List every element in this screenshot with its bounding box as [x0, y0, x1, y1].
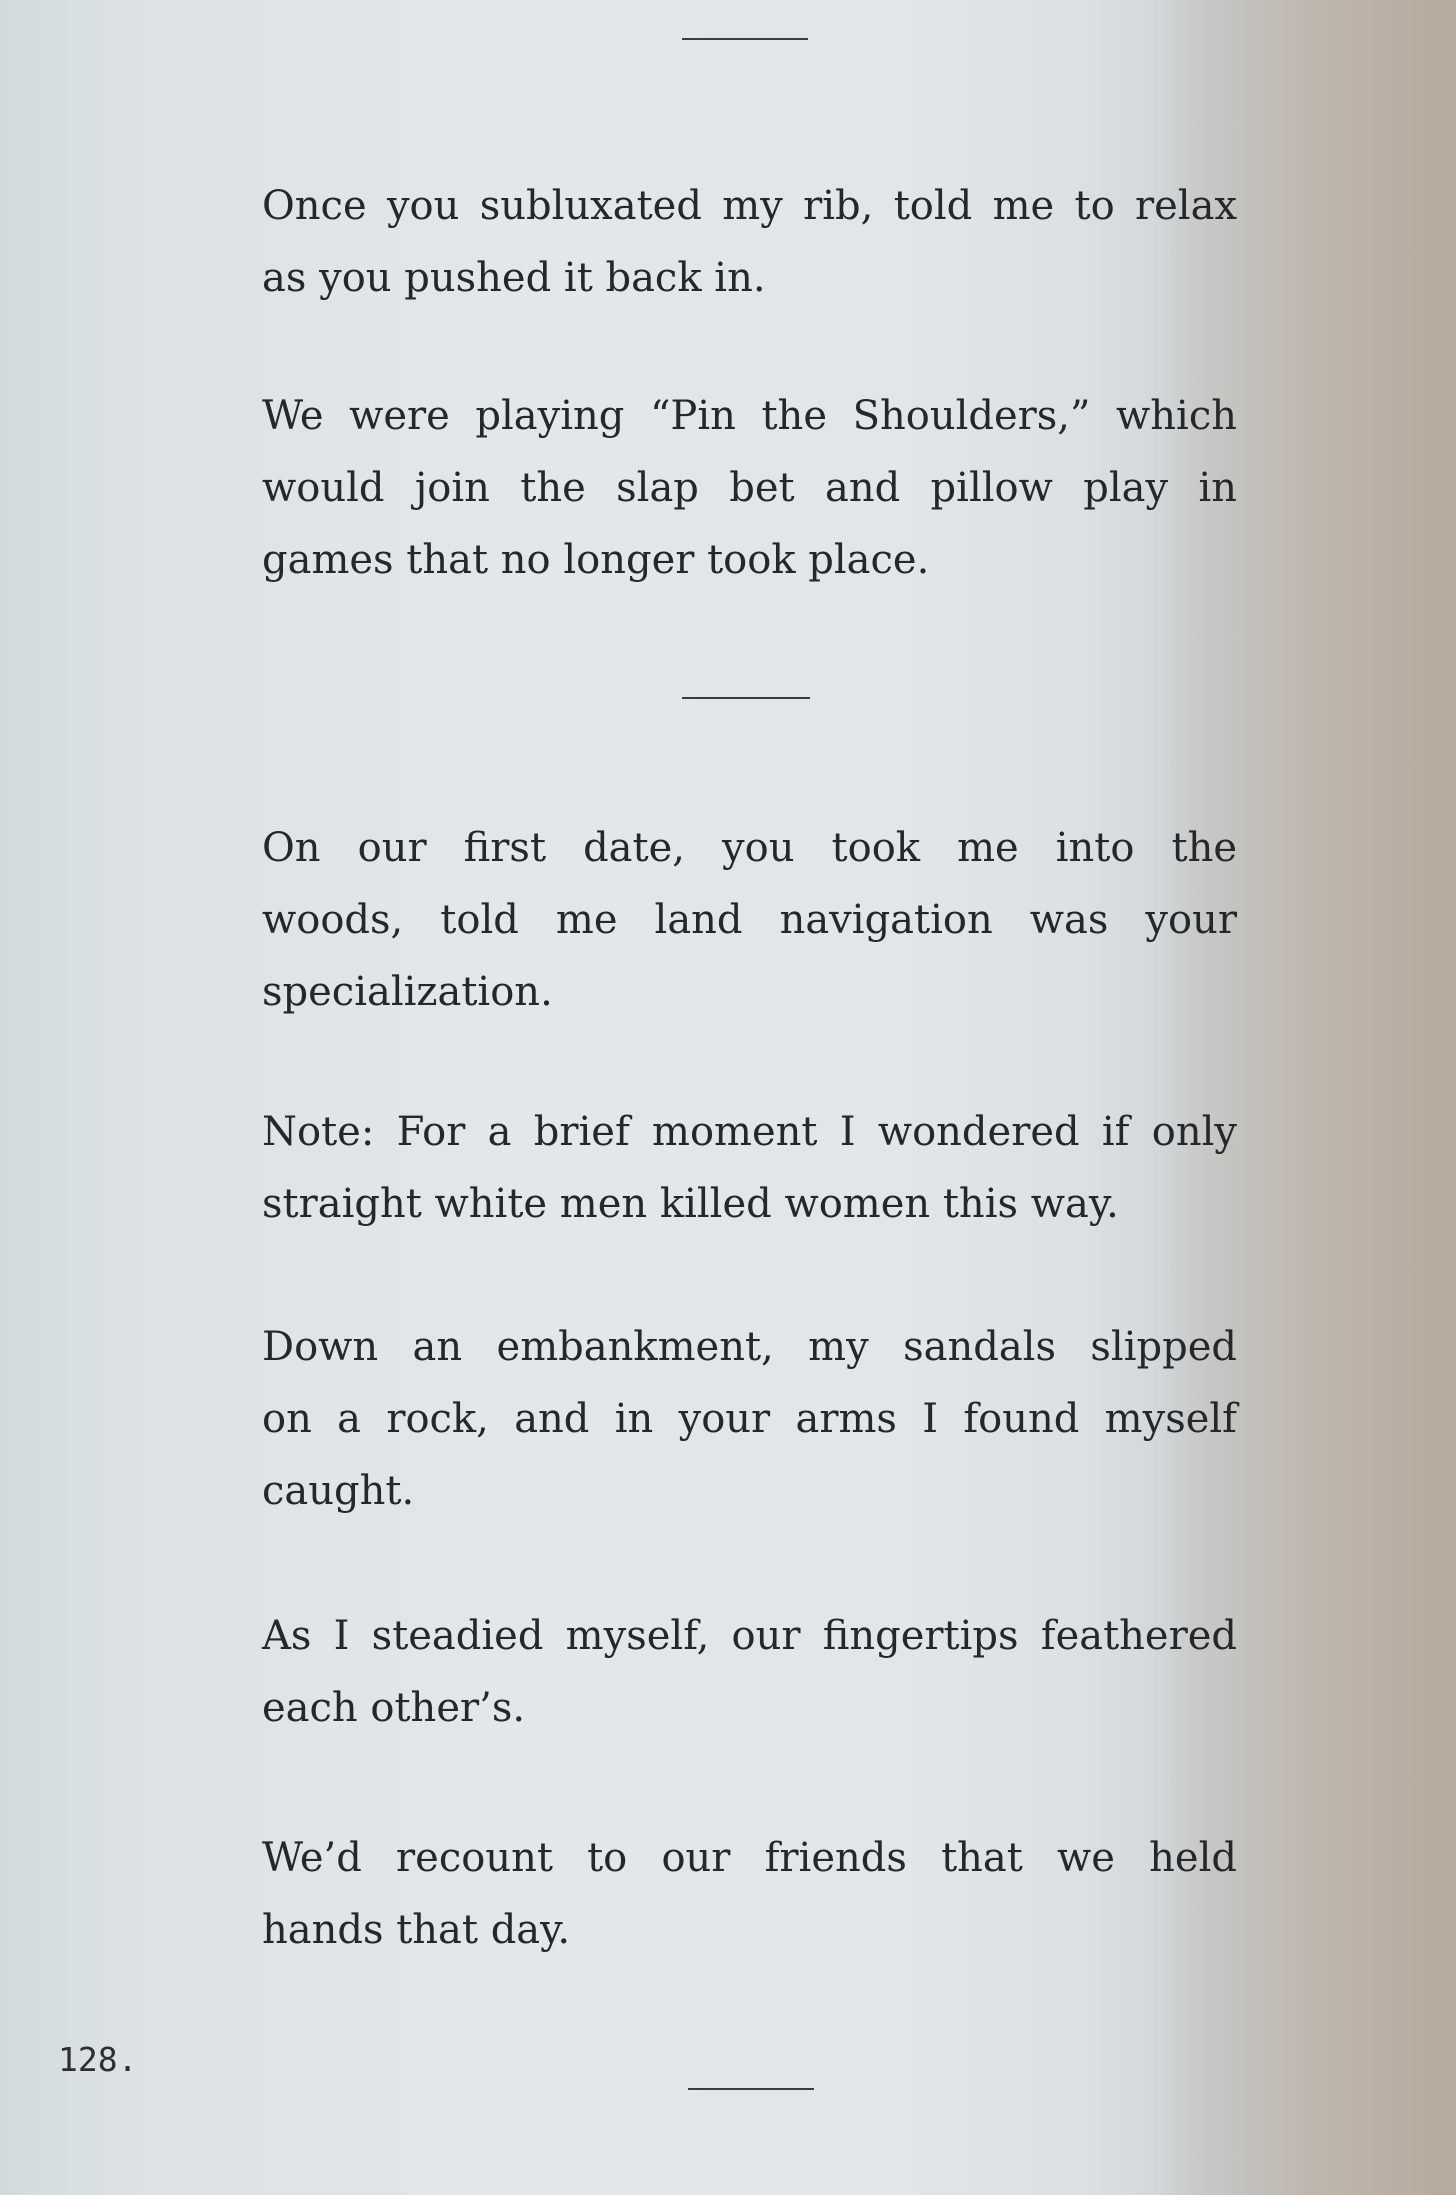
- paragraph-embankment: [262, 1311, 1237, 1527]
- section-divider-top: [682, 38, 808, 40]
- paragraph-line: We’d recount to our friends that we held: [262, 1835, 1237, 1881]
- section-divider-bottom: [688, 2088, 814, 2090]
- paragraph-note: [262, 1096, 1237, 1240]
- paragraph-line: Once you subluxated my rib, told me to relax: [262, 183, 1237, 229]
- page-number: 128.: [58, 2040, 138, 2079]
- paragraph-line: on a rock, and in your arms I found myself: [262, 1396, 1237, 1442]
- paragraph-line: On our first date, you took me into the: [262, 825, 1237, 871]
- paragraph-first-date: [262, 812, 1237, 1028]
- section-divider-middle: [682, 697, 810, 699]
- paragraph-line: woods, told me land navigation was your: [262, 897, 1237, 943]
- paragraph-line: Down an embankment, my sandals slipped: [262, 1324, 1237, 1370]
- paragraph-held-hands: [262, 1822, 1237, 1966]
- paragraph-line: As I steadied myself, our fingertips feathered: [262, 1613, 1237, 1659]
- paragraph-line: caught.: [262, 1468, 415, 1514]
- paragraph-line: specialization.: [262, 969, 553, 1015]
- paragraph-rib: [262, 170, 1237, 314]
- paragraph-fingertips: [262, 1600, 1237, 1744]
- paragraph-line: Note: For a brief moment I wondered if only: [262, 1109, 1237, 1155]
- paragraph-line: each other’s.: [262, 1685, 526, 1731]
- paragraph-line: would join the slap bet and pillow play in: [262, 465, 1237, 511]
- paragraph-line: We were playing “Pin the Shoulders,” which: [262, 393, 1237, 439]
- paragraph-pin-the-shoulders: [262, 380, 1237, 596]
- paragraph-line: hands that day.: [262, 1907, 571, 1953]
- paragraph-line: as you pushed it back in.: [262, 255, 766, 301]
- paragraph-line: games that no longer took place.: [262, 537, 930, 583]
- paragraph-line: straight white men killed women this way.: [262, 1181, 1119, 1227]
